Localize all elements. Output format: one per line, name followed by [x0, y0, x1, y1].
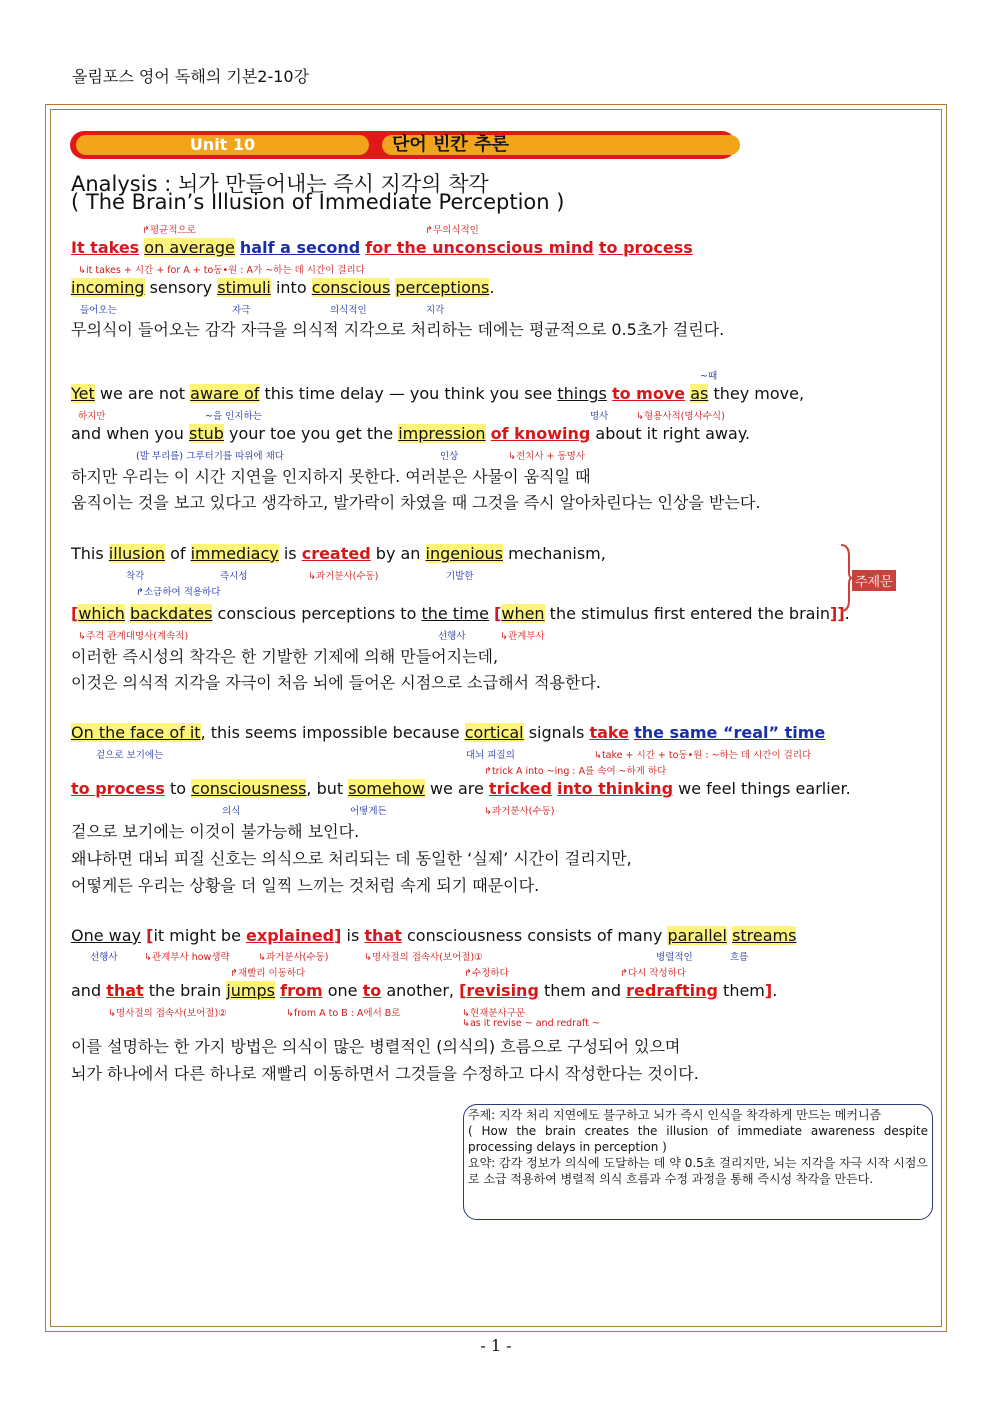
- phrase: that: [364, 926, 402, 945]
- gloss: 병렬적인: [656, 952, 693, 963]
- phrase: half a second: [239, 238, 361, 257]
- phrase: .: [489, 278, 495, 297]
- phrase: signals: [528, 723, 585, 742]
- phrase: ingenious: [425, 544, 503, 563]
- phrase: jumps: [226, 981, 276, 1000]
- phrase: , this seems impossible because: [200, 723, 460, 742]
- phrase: sensory: [149, 278, 213, 297]
- gloss: ↳명사절의 접속사(보어절)①: [364, 952, 483, 963]
- bracket: ]]: [830, 604, 845, 623]
- sentence-line: [71, 604, 850, 623]
- bracket: [: [459, 981, 467, 1000]
- phrase: to process: [598, 238, 693, 257]
- korean-translation: 왜냐하면 대뇌 피질 신호는 의식으로 처리되는 데 동일한 ‘실제’ 시간이 걸리지만,: [71, 849, 632, 868]
- phrase: stimuli: [217, 278, 271, 297]
- gloss: 의식: [222, 806, 241, 817]
- annotation: ↱다시 작성하다: [620, 968, 687, 979]
- phrase: the time: [421, 604, 489, 623]
- gloss: ↳형용사적(명사수식): [636, 411, 725, 422]
- phrase: tricked: [488, 779, 552, 798]
- phrase: created: [301, 544, 371, 563]
- gloss: ↳과거분사(수동): [258, 952, 329, 963]
- phrase: consciousness: [191, 779, 307, 798]
- phrase: It takes: [71, 238, 140, 257]
- korean-translation: 무의식이 들어오는 감각 자극을 의식적 지각으로 처리하는 데에는 평균적으로 0.5초가 걸린다.: [71, 320, 725, 339]
- phrase: streams: [732, 926, 797, 945]
- phrase: into thinking: [557, 779, 674, 798]
- phrase: impression: [398, 424, 486, 443]
- summary-gist: 요약: 감각 정보가 의식에 도달하는 데 약 0.5초 걸리지만, 뇌는 지각을 자극 시작 시점으로 소급 적용하여 병렬적 의식 흐름과 수정 과정을 통해 즉시성 착각을 만든다.: [468, 1156, 928, 1186]
- phrase: .: [772, 981, 778, 1000]
- phrase: on average: [144, 238, 235, 257]
- phrase: is: [346, 926, 360, 945]
- phrase: from: [280, 981, 323, 1000]
- gloss: 선행사: [90, 952, 118, 963]
- topic-brace: [840, 544, 852, 612]
- gloss: ↳전치사 + 동명사: [508, 451, 586, 462]
- bracket: ]: [764, 981, 773, 1000]
- korean-translation: 이것은 의식적 지각을 자극이 처음 뇌에 들어온 시점으로 소급해서 적용한다.: [71, 673, 601, 692]
- phrase: On the face of it: [71, 723, 201, 742]
- gloss: 대뇌 피질의: [466, 750, 515, 761]
- gloss: 지각: [426, 305, 445, 316]
- page-number: - 1 -: [480, 1336, 512, 1355]
- phrase: conscious perceptions to: [217, 604, 417, 623]
- gloss: 착각: [126, 571, 145, 582]
- korean-translation: 움직이는 것을 보고 있다고 생각하고, 발가락이 차였을 때 그것을 즉시 알아차린다는 인상을 받는다.: [71, 493, 761, 512]
- phrase: somehow: [348, 779, 425, 798]
- phrase: the stimulus first entered the brain: [549, 604, 831, 623]
- phrase: of: [170, 544, 186, 563]
- phrase: them and: [544, 981, 622, 1000]
- gloss: 들어오는: [80, 305, 117, 316]
- bracket: [: [494, 604, 502, 623]
- gloss: ↳관계부사 how생략: [144, 952, 230, 963]
- phrase: illusion: [108, 544, 165, 563]
- unit-type: 단어 빈칸 추론: [382, 135, 740, 155]
- phrase: take: [589, 723, 629, 742]
- gloss: 자극: [232, 305, 251, 316]
- english-title: ( The Brain’s Illusion of Immediate Perception ): [71, 190, 565, 214]
- phrase: incoming: [71, 278, 145, 297]
- korean-translation: 뇌가 하나에서 다른 하나로 재빨리 이동하면서 그것들을 수정하고 다시 작성한다는 것이다.: [71, 1064, 699, 1083]
- sentence-line: [71, 981, 777, 1000]
- unit-label: Unit 10: [76, 135, 369, 155]
- gloss: 인상: [440, 451, 459, 462]
- phrase: and: [71, 981, 102, 1000]
- sentence-line: [71, 544, 606, 563]
- korean-translation: 겉으로 보기에는 이것이 불가능해 보인다.: [71, 822, 360, 841]
- unit-bar: [70, 131, 736, 159]
- phrase: into: [275, 278, 307, 297]
- phrase: is: [283, 544, 297, 563]
- gloss: 하지만: [78, 411, 106, 422]
- sentence-line: [71, 779, 851, 798]
- gloss: ↳from A to B : A에서 B로: [286, 1008, 401, 1019]
- phrase: conscious: [311, 278, 391, 297]
- phrase: and when you: [71, 424, 184, 443]
- gloss: ↳과거분사(수동): [308, 571, 379, 582]
- phrase: parallel: [667, 926, 727, 945]
- annotation: ↱무의식적인: [425, 225, 479, 236]
- phrase: to: [362, 981, 382, 1000]
- gloss: ↳현재분사구문: [462, 1008, 526, 1019]
- phrase: it might be: [153, 926, 241, 945]
- gloss: 흐름: [730, 952, 749, 963]
- phrase: about it right away.: [595, 424, 751, 443]
- phrase: them: [723, 981, 765, 1000]
- sentence-line: [71, 278, 494, 297]
- sentence-line: [71, 424, 750, 443]
- phrase: Yet: [71, 384, 95, 403]
- gloss: 어떻게든: [350, 806, 387, 817]
- gloss: ↳take + 시간 + to동•원 : ~하는 데 시간이 걸리다: [594, 750, 812, 761]
- phrase: which: [78, 604, 125, 623]
- gloss: ↳as it revise ~ and redraft ~: [462, 1018, 600, 1029]
- phrase: the brain: [148, 981, 222, 1000]
- gloss: 선행사: [438, 631, 466, 642]
- gloss: ↳과거분사(수동): [484, 806, 555, 817]
- gloss: 명사: [590, 411, 609, 422]
- gloss: 겉으로 보기에는: [96, 750, 164, 761]
- gloss: ↳주격 관계대명사(계속적): [78, 631, 189, 642]
- gloss: ↳명사절의 접속사(보어절)②: [108, 1008, 227, 1019]
- phrase: revising: [466, 981, 539, 1000]
- sentence-line: [71, 926, 796, 945]
- phrase: they move,: [713, 384, 805, 403]
- annotation: ↱수정하다: [464, 968, 509, 979]
- phrase: One way: [71, 926, 142, 945]
- phrase: aware of: [190, 384, 260, 403]
- gloss: ↳관계부사: [500, 631, 545, 642]
- phrase: we are: [429, 779, 484, 798]
- gloss: 의식적인: [330, 305, 367, 316]
- phrase: the same “real” time: [634, 723, 826, 742]
- sentence-line: [71, 384, 804, 403]
- phrase: backdates: [130, 604, 213, 623]
- phrase: explained: [246, 926, 335, 945]
- topic-sentence-badge: 주제문: [852, 570, 896, 591]
- annotation: ~때: [700, 371, 718, 382]
- phrase: as: [690, 384, 709, 403]
- phrase: things: [557, 384, 607, 403]
- page-header: 올림포스 영어 독해의 기본2-10강: [72, 67, 310, 86]
- summary-box: [463, 1104, 933, 1220]
- phrase: that: [106, 981, 144, 1000]
- phrase: redrafting: [626, 981, 718, 1000]
- phrase: to: [170, 779, 187, 798]
- phrase: of knowing: [490, 424, 591, 443]
- phrase: This: [71, 544, 104, 563]
- phrase: by an: [375, 544, 421, 563]
- phrase: for the unconscious mind: [365, 238, 594, 257]
- bracket: ]: [334, 926, 342, 945]
- bracket: [: [146, 926, 154, 945]
- korean-translation: 하지만 우리는 이 시간 지연을 인지하지 못한다. 여러분은 사물이 움직일 때: [71, 467, 591, 486]
- korean-translation: 이를 설명하는 한 가지 방법은 의식이 많은 병렬적인 (의식의) 흐름으로 구성되어 있으며: [71, 1037, 681, 1056]
- annotation: ↱평균적으로: [142, 225, 196, 236]
- annotation: ↱trick A into ~ing : A를 속여 ~하게 하다: [484, 766, 667, 777]
- summary-topic: 주제: 지각 처리 지연에도 불구하고 뇌가 즉시 인식을 착각하게 만드는 메커니즘: [468, 1108, 882, 1122]
- korean-translation: 이러한 즉시성의 착각은 한 기발한 기제에 의해 만들어지는데,: [71, 647, 499, 666]
- phrase: cortical: [464, 723, 524, 742]
- sentence-line: [71, 723, 825, 742]
- phrase: perceptions: [395, 278, 490, 297]
- phrase: another,: [386, 981, 454, 1000]
- gloss: 기발한: [446, 571, 474, 582]
- phrase: to move: [611, 384, 686, 403]
- phrase: .: [844, 604, 850, 623]
- phrase: we are not: [99, 384, 186, 403]
- phrase: your toe you get the: [228, 424, 394, 443]
- annotation: ↳it takes + 시간 + for A + to동•원 : A가 ~하는 데 시간이 걸리다: [78, 265, 365, 276]
- gloss: (발 부리를) 그루터기를 따위에 채다: [136, 451, 284, 462]
- annotation: ↱재빨리 이동하다: [230, 968, 306, 979]
- bracket: [: [71, 604, 79, 623]
- phrase: mechanism,: [508, 544, 606, 563]
- summary-topic-english: ( How the brain creates the illusion of immediate awareness despite processing delays in perception ): [468, 1124, 928, 1154]
- phrase: stub: [188, 424, 224, 443]
- phrase: when: [501, 604, 545, 623]
- phrase: consciousness consists of many: [406, 926, 663, 945]
- korean-translation: 어떻게든 우리는 상황을 더 일찍 느끼는 것처럼 속게 되기 때문이다.: [71, 876, 540, 895]
- sentence-line: [71, 238, 693, 257]
- phrase: , but: [306, 779, 344, 798]
- gloss: ~을 인지하는: [205, 411, 262, 422]
- gloss: 즉시성: [220, 571, 248, 582]
- phrase: immediacy: [190, 544, 279, 563]
- annotation: ↱소급하여 적용하다: [136, 587, 221, 598]
- analysis-title: Analysis : 뇌가 만들어내는 즉시 지각의 착각: [71, 172, 489, 196]
- phrase: this time delay — you think you see: [264, 384, 553, 403]
- phrase: one: [327, 981, 358, 1000]
- phrase: to process: [71, 779, 165, 798]
- phrase: we feel things earlier.: [678, 779, 851, 798]
